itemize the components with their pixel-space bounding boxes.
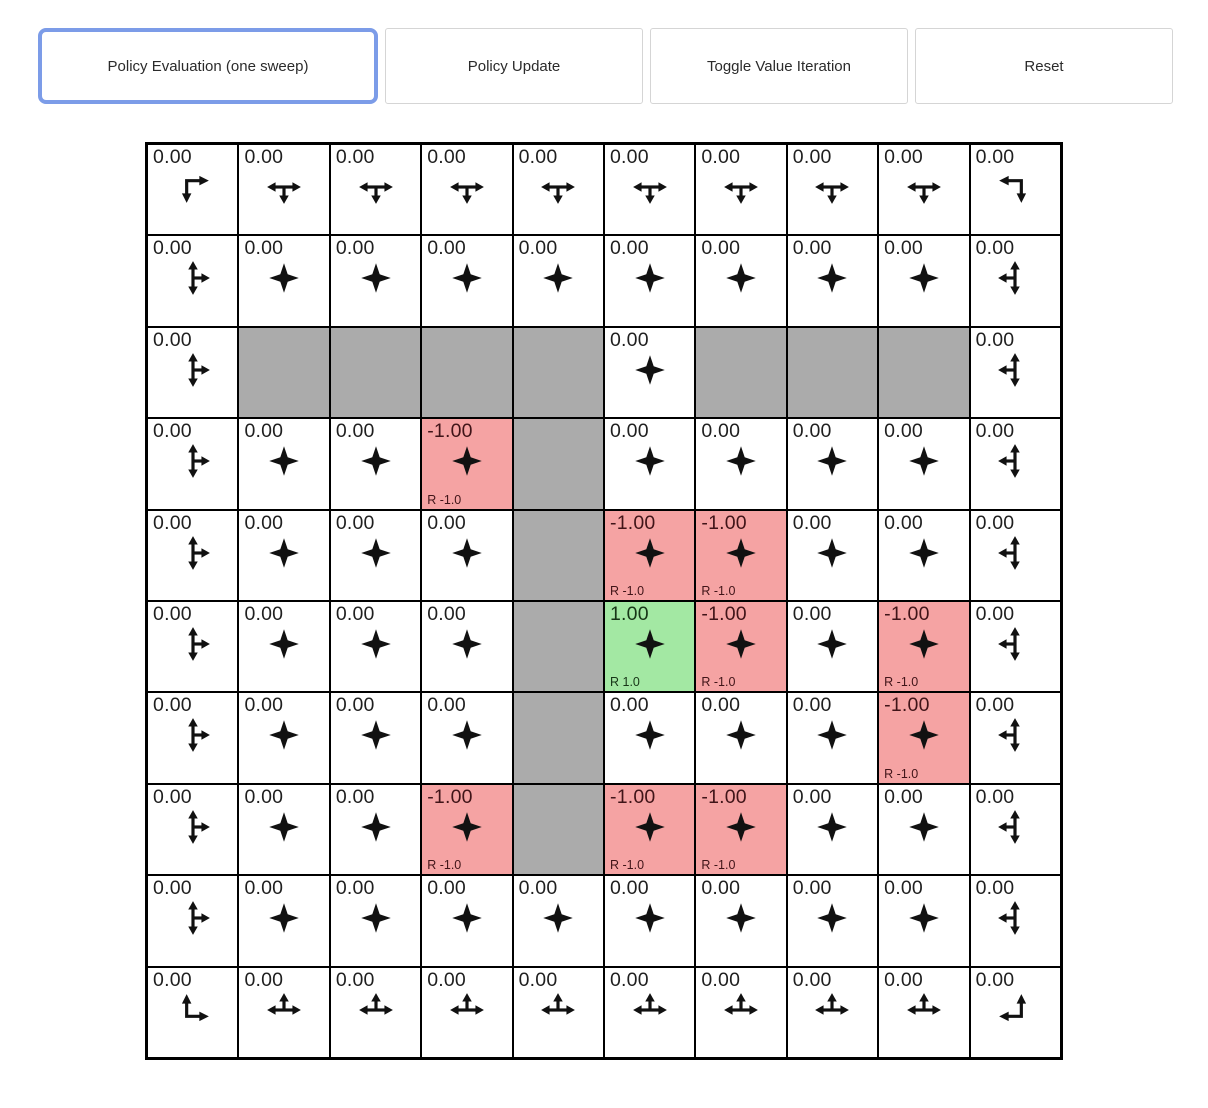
cell-reward-label: R 1.0 xyxy=(610,675,640,690)
cell-value: 0.00 xyxy=(975,785,1015,808)
policy-arrows-icon xyxy=(357,899,395,937)
policy-arrows-icon xyxy=(905,716,943,754)
cell-value: 0.00 xyxy=(975,146,1015,168)
policy-arrows-icon xyxy=(905,259,943,297)
grid-cell[interactable] xyxy=(604,967,695,1058)
policy-arrows-icon xyxy=(813,168,851,206)
cell-value: 0.00 xyxy=(427,968,466,991)
policy-arrows-icon xyxy=(174,716,212,754)
cell-value: 0.00 xyxy=(884,785,923,808)
cell-value: 0.00 xyxy=(975,420,1015,443)
policy-arrows-icon xyxy=(539,259,577,297)
grid-cell[interactable] xyxy=(147,601,238,692)
cell-value: 0.00 xyxy=(153,968,192,991)
grid-cell[interactable] xyxy=(330,510,421,601)
grid-cell[interactable] xyxy=(513,235,604,326)
cell-value: 0.00 xyxy=(244,146,284,168)
policy-arrows-icon xyxy=(722,442,760,480)
policy-arrows-icon xyxy=(174,168,212,206)
grid-cell-wall[interactable] xyxy=(513,692,604,783)
grid-cell[interactable] xyxy=(878,601,969,692)
cell-value: 0.00 xyxy=(701,237,741,260)
cell-value: -1.00 xyxy=(701,785,747,808)
grid-cell[interactable] xyxy=(604,784,695,875)
policy-arrows-icon xyxy=(448,716,486,754)
cell-value: 0.00 xyxy=(244,785,284,808)
cell-value: 0.00 xyxy=(335,511,375,534)
grid-cell[interactable] xyxy=(787,601,878,692)
policy-arrows-icon xyxy=(448,442,486,480)
cell-value: 0.00 xyxy=(427,237,466,260)
policy-arrows-icon xyxy=(539,899,577,937)
cell-value: 0.00 xyxy=(518,237,558,260)
cell-value: 0.00 xyxy=(610,146,649,168)
grid-cell-wall[interactable] xyxy=(513,510,604,601)
cell-value: 0.00 xyxy=(975,694,1015,717)
cell-value: 0.00 xyxy=(792,785,832,808)
cell-value: 0.00 xyxy=(610,237,649,260)
policy-arrows-icon xyxy=(265,168,303,206)
policy-arrows-icon xyxy=(631,716,669,754)
policy-arrows-icon xyxy=(722,899,760,937)
grid-cell[interactable] xyxy=(878,967,969,1058)
grid-cell[interactable] xyxy=(604,875,695,966)
grid-cell[interactable] xyxy=(878,875,969,966)
cell-value: 0.00 xyxy=(610,694,649,717)
grid-cell[interactable] xyxy=(787,967,878,1058)
grid-cell[interactable] xyxy=(421,875,512,966)
policy-arrows-icon xyxy=(357,808,395,846)
policy-arrows-icon xyxy=(813,899,851,937)
policy-arrows-icon xyxy=(448,991,486,1029)
grid-cell[interactable] xyxy=(604,510,695,601)
grid-cell[interactable] xyxy=(604,235,695,326)
cell-value: 0.00 xyxy=(153,420,192,443)
policy-arrows-icon xyxy=(905,168,943,206)
cell-value: 0.00 xyxy=(975,511,1015,534)
cell-value: 0.00 xyxy=(884,420,923,443)
cell-value: 0.00 xyxy=(518,877,558,900)
cell-value: -1.00 xyxy=(610,511,656,534)
policy-arrows-icon xyxy=(722,168,760,206)
policy-arrows-icon xyxy=(631,259,669,297)
grid-cell-wall[interactable] xyxy=(513,418,604,509)
policy-arrows-icon xyxy=(996,534,1034,572)
grid-cell[interactable] xyxy=(878,235,969,326)
cell-value: 0.00 xyxy=(153,328,192,351)
grid-cell[interactable] xyxy=(970,875,1061,966)
grid-cell[interactable] xyxy=(970,418,1061,509)
cell-value: 0.00 xyxy=(244,694,284,717)
cell-value: 0.00 xyxy=(153,602,192,625)
grid-cell[interactable] xyxy=(787,875,878,966)
grid-cell[interactable] xyxy=(695,875,786,966)
cell-value: 0.00 xyxy=(244,968,284,991)
grid-cell[interactable] xyxy=(238,418,329,509)
policy-arrows-icon xyxy=(631,534,669,572)
grid-cell-wall[interactable] xyxy=(695,327,786,418)
grid-cell[interactable] xyxy=(330,144,421,235)
policy-arrows-icon xyxy=(174,991,212,1029)
cell-value: 0.00 xyxy=(701,968,741,991)
policy-arrows-icon xyxy=(174,625,212,663)
grid-cell[interactable] xyxy=(421,418,512,509)
grid-cell[interactable] xyxy=(513,144,604,235)
grid-cell[interactable] xyxy=(513,875,604,966)
grid-cell[interactable] xyxy=(330,692,421,783)
policy-arrows-icon xyxy=(357,716,395,754)
cell-value: 0.00 xyxy=(792,877,832,900)
policy-arrows-icon xyxy=(722,716,760,754)
policy-arrows-icon xyxy=(905,534,943,572)
policy-arrows-icon xyxy=(448,899,486,937)
policy-arrows-icon xyxy=(722,625,760,663)
grid-cell[interactable] xyxy=(695,418,786,509)
cell-value: 0.00 xyxy=(884,146,923,168)
grid-cell[interactable] xyxy=(238,510,329,601)
grid-cell[interactable] xyxy=(878,144,969,235)
cell-value: 0.00 xyxy=(427,694,466,717)
policy-arrows-icon xyxy=(996,625,1034,663)
grid-cell[interactable] xyxy=(970,327,1061,418)
grid-cell[interactable] xyxy=(695,601,786,692)
policy-evaluation-button[interactable]: Policy Evaluation (one sweep) xyxy=(38,28,378,104)
policy-update-button[interactable]: Policy Update xyxy=(385,28,643,104)
cell-value: 0.00 xyxy=(884,511,923,534)
policy-arrows-icon xyxy=(265,899,303,937)
policy-arrows-icon xyxy=(357,442,395,480)
cell-reward-label: R -1.0 xyxy=(884,675,919,690)
grid-cell[interactable] xyxy=(238,967,329,1058)
policy-arrows-icon xyxy=(265,991,303,1029)
grid-cell[interactable] xyxy=(238,875,329,966)
grid-cell-wall[interactable] xyxy=(787,327,878,418)
policy-arrows-icon xyxy=(357,991,395,1029)
cell-value: 0.00 xyxy=(153,785,192,808)
grid-cell[interactable] xyxy=(421,601,512,692)
grid-cell[interactable] xyxy=(330,875,421,966)
grid-cell[interactable] xyxy=(970,601,1061,692)
policy-arrows-icon xyxy=(996,351,1034,389)
grid-cell[interactable] xyxy=(878,692,969,783)
grid-cell[interactable] xyxy=(147,510,238,601)
cell-value: 0.00 xyxy=(427,146,466,168)
cell-reward-label: R -1.0 xyxy=(610,858,645,873)
policy-arrows-icon xyxy=(905,899,943,937)
grid-cell[interactable] xyxy=(147,327,238,418)
cell-value: 0.00 xyxy=(244,237,284,260)
cell-value: -1.00 xyxy=(701,602,747,625)
cell-value: 0.00 xyxy=(975,328,1015,351)
grid-cell[interactable] xyxy=(147,418,238,509)
cell-value: -1.00 xyxy=(427,420,473,443)
cell-reward-label: R -1.0 xyxy=(427,858,462,873)
grid-cell[interactable] xyxy=(238,601,329,692)
grid-cell[interactable] xyxy=(147,235,238,326)
cell-value: 0.00 xyxy=(610,877,649,900)
grid-cell[interactable] xyxy=(238,235,329,326)
grid-cell[interactable] xyxy=(421,967,512,1058)
policy-arrows-icon xyxy=(905,625,943,663)
cell-value: -1.00 xyxy=(427,785,473,808)
policy-arrows-icon xyxy=(996,168,1034,206)
grid-cell[interactable] xyxy=(970,510,1061,601)
cell-reward-label: R -1.0 xyxy=(701,858,736,873)
toolbar xyxy=(38,28,1173,104)
policy-arrows-icon xyxy=(813,259,851,297)
cell-value: 0.00 xyxy=(153,694,192,717)
grid-cell[interactable] xyxy=(421,692,512,783)
policy-arrows-icon xyxy=(813,534,851,572)
cell-value: 0.00 xyxy=(792,602,832,625)
grid-cell[interactable] xyxy=(878,510,969,601)
grid-cell[interactable] xyxy=(787,510,878,601)
policy-arrows-icon xyxy=(813,442,851,480)
cell-value: 0.00 xyxy=(427,877,466,900)
cell-value: 0.00 xyxy=(884,877,923,900)
cell-value: 0.00 xyxy=(335,968,375,991)
cell-value: 0.00 xyxy=(792,420,832,443)
grid-cell[interactable] xyxy=(604,418,695,509)
cell-value: 0.00 xyxy=(518,146,558,168)
policy-arrows-icon xyxy=(996,442,1034,480)
grid-cell[interactable] xyxy=(787,235,878,326)
reset-button[interactable]: Reset xyxy=(915,28,1173,104)
policy-arrows-icon xyxy=(265,442,303,480)
cell-value: 0.00 xyxy=(792,237,832,260)
policy-arrows-icon xyxy=(539,991,577,1029)
grid-cell[interactable] xyxy=(330,418,421,509)
cell-value: 0.00 xyxy=(244,877,284,900)
grid-cell[interactable] xyxy=(970,692,1061,783)
grid-cell[interactable] xyxy=(604,692,695,783)
cell-value: -1.00 xyxy=(701,511,747,534)
policy-arrows-icon xyxy=(357,259,395,297)
grid-cell-wall[interactable] xyxy=(330,327,421,418)
grid-cell[interactable] xyxy=(147,875,238,966)
policy-arrows-icon xyxy=(357,534,395,572)
policy-arrows-icon xyxy=(448,625,486,663)
grid-cell[interactable] xyxy=(878,784,969,875)
policy-arrows-icon xyxy=(265,534,303,572)
policy-arrows-icon xyxy=(265,808,303,846)
grid-cell[interactable] xyxy=(878,418,969,509)
cell-value: 0.00 xyxy=(792,968,832,991)
cell-value: 0.00 xyxy=(427,511,466,534)
cell-reward-label: R -1.0 xyxy=(610,583,645,598)
grid-cell[interactable] xyxy=(421,235,512,326)
grid-cell[interactable] xyxy=(147,784,238,875)
cell-value: 0.00 xyxy=(335,694,375,717)
grid-cell-wall[interactable] xyxy=(513,327,604,418)
grid-cell[interactable] xyxy=(330,601,421,692)
grid-cell[interactable] xyxy=(787,692,878,783)
cell-value: 0.00 xyxy=(884,968,923,991)
cell-value: 0.00 xyxy=(792,146,832,168)
policy-arrows-icon xyxy=(722,534,760,572)
cell-value: 0.00 xyxy=(153,877,192,900)
grid-cell[interactable] xyxy=(330,967,421,1058)
policy-arrows-icon xyxy=(174,442,212,480)
cell-value: 1.00 xyxy=(610,602,649,625)
cell-value: 0.00 xyxy=(518,968,558,991)
cell-value: 0.00 xyxy=(335,877,375,900)
cell-value: 0.00 xyxy=(335,420,375,443)
grid-cell[interactable] xyxy=(330,784,421,875)
policy-arrows-icon xyxy=(905,442,943,480)
policy-arrows-icon xyxy=(357,625,395,663)
policy-arrows-icon xyxy=(813,808,851,846)
policy-arrows-icon xyxy=(448,259,486,297)
policy-arrows-icon xyxy=(631,808,669,846)
grid-cell[interactable] xyxy=(421,144,512,235)
policy-arrows-icon xyxy=(996,808,1034,846)
grid-cell[interactable] xyxy=(513,967,604,1058)
policy-arrows-icon xyxy=(265,625,303,663)
cell-value: -1.00 xyxy=(884,694,930,717)
policy-arrows-icon xyxy=(174,351,212,389)
cell-value: 0.00 xyxy=(792,511,832,534)
grid-cell[interactable] xyxy=(970,967,1061,1058)
cell-value: 0.00 xyxy=(335,785,375,808)
cell-value: 0.00 xyxy=(335,602,375,625)
cell-value: 0.00 xyxy=(427,602,466,625)
grid-cell[interactable] xyxy=(970,235,1061,326)
grid-cell[interactable] xyxy=(147,967,238,1058)
cell-value: 0.00 xyxy=(610,420,649,443)
grid-cell[interactable] xyxy=(695,784,786,875)
grid-cell[interactable] xyxy=(695,692,786,783)
cell-value: 0.00 xyxy=(975,877,1015,900)
cell-value: 0.00 xyxy=(153,146,192,168)
cell-value: 0.00 xyxy=(701,146,741,168)
grid-cell-wall[interactable] xyxy=(878,327,969,418)
cell-value: 0.00 xyxy=(335,146,375,168)
cell-reward-label: R -1.0 xyxy=(701,675,736,690)
policy-arrows-icon xyxy=(813,716,851,754)
cell-value: 0.00 xyxy=(701,420,741,443)
policy-arrows-icon xyxy=(174,899,212,937)
cell-value: 0.00 xyxy=(153,237,192,260)
grid-cell[interactable] xyxy=(604,144,695,235)
policy-arrows-icon xyxy=(265,716,303,754)
cell-reward-label: R -1.0 xyxy=(427,492,462,507)
policy-arrows-icon xyxy=(631,351,669,389)
policy-arrows-icon xyxy=(265,259,303,297)
policy-arrows-icon xyxy=(996,259,1034,297)
grid-cell-wall[interactable] xyxy=(421,327,512,418)
policy-arrows-icon xyxy=(174,534,212,572)
policy-arrows-icon xyxy=(722,259,760,297)
policy-arrows-icon xyxy=(722,808,760,846)
cell-value: 0.00 xyxy=(335,237,375,260)
grid-cell[interactable] xyxy=(421,784,512,875)
policy-arrows-icon xyxy=(996,899,1034,937)
grid-cell[interactable] xyxy=(330,235,421,326)
cell-value: 0.00 xyxy=(975,602,1015,625)
policy-arrows-icon xyxy=(631,899,669,937)
cell-value: 0.00 xyxy=(244,420,284,443)
policy-arrows-icon xyxy=(905,808,943,846)
policy-arrows-icon xyxy=(448,534,486,572)
policy-arrows-icon xyxy=(448,808,486,846)
grid-cell[interactable] xyxy=(147,692,238,783)
grid-cell[interactable] xyxy=(238,144,329,235)
cell-value: -1.00 xyxy=(610,785,656,808)
cell-value: 0.00 xyxy=(701,694,741,717)
grid-cell[interactable] xyxy=(970,784,1061,875)
cell-value: 0.00 xyxy=(975,237,1015,260)
cell-value: 0.00 xyxy=(884,237,923,260)
grid-cell[interactable] xyxy=(970,144,1061,235)
gridworld xyxy=(145,142,1063,1060)
policy-arrows-icon xyxy=(174,259,212,297)
cell-reward-label: R -1.0 xyxy=(701,583,736,598)
policy-arrows-icon xyxy=(996,716,1034,754)
cell-reward-label: R -1.0 xyxy=(884,766,919,781)
policy-arrows-icon xyxy=(813,991,851,1029)
cell-value: 0.00 xyxy=(975,968,1015,991)
grid-cell[interactable] xyxy=(787,144,878,235)
grid-cell[interactable] xyxy=(238,692,329,783)
cell-value: 0.00 xyxy=(610,328,649,351)
cell-value: -1.00 xyxy=(884,602,930,625)
grid-cell[interactable] xyxy=(695,144,786,235)
policy-arrows-icon xyxy=(357,168,395,206)
cell-value: 0.00 xyxy=(701,877,741,900)
policy-arrows-icon xyxy=(174,808,212,846)
grid-cell-wall[interactable] xyxy=(513,784,604,875)
grid-cell[interactable] xyxy=(787,784,878,875)
grid-cell[interactable] xyxy=(695,510,786,601)
grid-cell[interactable] xyxy=(238,784,329,875)
policy-arrows-icon xyxy=(631,991,669,1029)
toggle-value-iteration-button[interactable]: Toggle Value Iteration xyxy=(650,28,908,104)
cell-value: 0.00 xyxy=(792,694,832,717)
cell-value: 0.00 xyxy=(244,511,284,534)
policy-arrows-icon xyxy=(631,168,669,206)
grid-cell[interactable] xyxy=(147,144,238,235)
policy-arrows-icon xyxy=(631,625,669,663)
grid-cell[interactable] xyxy=(695,967,786,1058)
policy-arrows-icon xyxy=(631,442,669,480)
policy-arrows-icon xyxy=(539,168,577,206)
cell-value: 0.00 xyxy=(610,968,649,991)
policy-arrows-icon xyxy=(722,991,760,1029)
grid-cell[interactable] xyxy=(604,327,695,418)
cell-value: 0.00 xyxy=(244,602,284,625)
policy-arrows-icon xyxy=(996,991,1034,1029)
grid-cell[interactable] xyxy=(604,601,695,692)
grid-cell-wall[interactable] xyxy=(238,327,329,418)
grid-cell[interactable] xyxy=(421,510,512,601)
cell-value: 0.00 xyxy=(153,511,192,534)
policy-arrows-icon xyxy=(905,991,943,1029)
policy-arrows-icon xyxy=(813,625,851,663)
policy-arrows-icon xyxy=(448,168,486,206)
grid-cell-wall[interactable] xyxy=(513,601,604,692)
grid-cell[interactable] xyxy=(695,235,786,326)
grid-cell[interactable] xyxy=(787,418,878,509)
